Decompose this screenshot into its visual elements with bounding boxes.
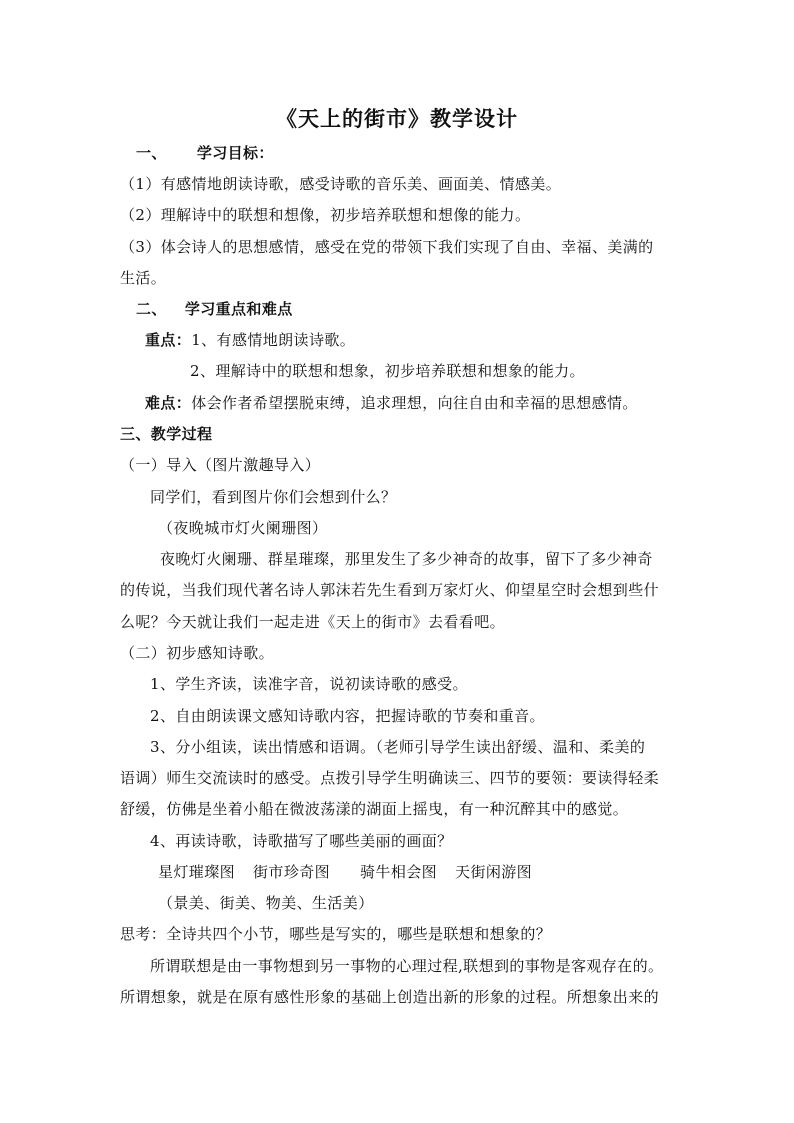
difficulty-label: 难点： bbox=[145, 394, 192, 412]
key-point-1-text: 1、有感情地朗读诗歌。 bbox=[191, 331, 356, 349]
difficulty-point bbox=[145, 393, 638, 413]
part-2-title: （二）初步感知诗歌。 bbox=[120, 644, 275, 662]
step-4: 4、再读诗歌，诗歌描写了哪些美丽的画面？ bbox=[150, 832, 453, 850]
definition-line-1: 所谓联想是由一事物想到另一事物的心理过程,联想到的事物是客观存在的。 bbox=[150, 957, 664, 975]
objective-2: （2）理解诗中的联想和想像，初步培养联想和想像的能力。 bbox=[120, 206, 531, 224]
objective-3-continued: 生活。 bbox=[120, 269, 167, 287]
key-point-1 bbox=[145, 330, 355, 350]
part-1-title: （一）导入（图片激趣导入） bbox=[120, 456, 321, 474]
picture-item: 骑牛相会图 bbox=[360, 863, 438, 881]
step-3-line-1: 3、分小组读，读出情感和语调。（老师引导学生读出舒缓、温和、柔美的 bbox=[150, 738, 646, 756]
intro-paragraph-line-3: 么呢？今天就让我们一起走进《天上的街市》去看看吧。 bbox=[120, 613, 506, 631]
section-1-title: 学习目标： bbox=[196, 144, 274, 162]
definition-line-2: 所谓想象，就是在原有感性形象的基础上创造出新的形象的过程。所想象出来的 bbox=[120, 988, 660, 1006]
document-title: 《天上的街市》教学设计 bbox=[276, 106, 518, 131]
step-3-line-3: 舒缓，仿佛是坐着小船在微波荡漾的湖面上摇曳，有一种沉醉其中的感觉。 bbox=[120, 800, 629, 818]
objective-1: （1）有感情地朗读诗歌，感受诗歌的音乐美、画面美、情感美。 bbox=[120, 175, 562, 193]
section-2-title: 学习重点和难点 bbox=[184, 300, 293, 318]
section-1-heading bbox=[136, 143, 274, 163]
part-1-question: 同学们，看到图片你们会想到什么？ bbox=[150, 488, 397, 506]
pictures-list bbox=[158, 862, 532, 882]
step-2: 2、自由朗读课文感知诗歌内容，把握诗歌的节奏和重音。 bbox=[150, 707, 545, 725]
beauty-summary: （景美、街美、物美、生活美） bbox=[158, 894, 374, 912]
think-question: 思考：全诗共四个小节，哪些是写实的，哪些是联想和想象的？ bbox=[120, 925, 552, 943]
step-3-line-2: 语调）师生交流读时的感受。点拨引导学生明确读三、四节的要领：要读得轻柔 bbox=[120, 769, 660, 787]
picture-item: 天街闲游图 bbox=[455, 863, 533, 881]
picture-item: 星灯璀璨图 bbox=[158, 863, 236, 881]
section-3-heading: 三、教学过程 bbox=[120, 425, 213, 443]
picture-item: 街市珍奇图 bbox=[253, 863, 331, 881]
key-point-2: 2、理解诗中的联想和想象，初步培养联想和想象的能力。 bbox=[190, 362, 585, 380]
step-1: 1、学生齐读，读准字音，说初读诗歌的感受。 bbox=[150, 675, 468, 693]
section-2-heading bbox=[136, 299, 293, 319]
intro-paragraph-line-2: 的传说，当我们现代著名诗人郭沫若先生看到万家灯火、仰望星空时会想到些什 bbox=[120, 581, 660, 599]
intro-paragraph-line-1: 夜晚灯火阑珊、群星璀璨，那里发生了多少神奇的故事，留下了多少神奇 bbox=[160, 550, 653, 568]
difficulty-text: 体会作者希望摆脱束缚，追求理想，向往自由和幸福的思想感情。 bbox=[191, 394, 638, 412]
part-1-picture-note: （夜晚城市灯火阑珊图） bbox=[158, 519, 328, 537]
section-2-number: 二、 bbox=[136, 300, 167, 318]
objective-3: （3）体会诗人的思想感情，感受在党的带领下我们实现了自由、幸福、美满的 bbox=[120, 238, 654, 256]
key-point-label: 重点： bbox=[145, 331, 192, 349]
section-1-number: 一、 bbox=[136, 144, 167, 162]
